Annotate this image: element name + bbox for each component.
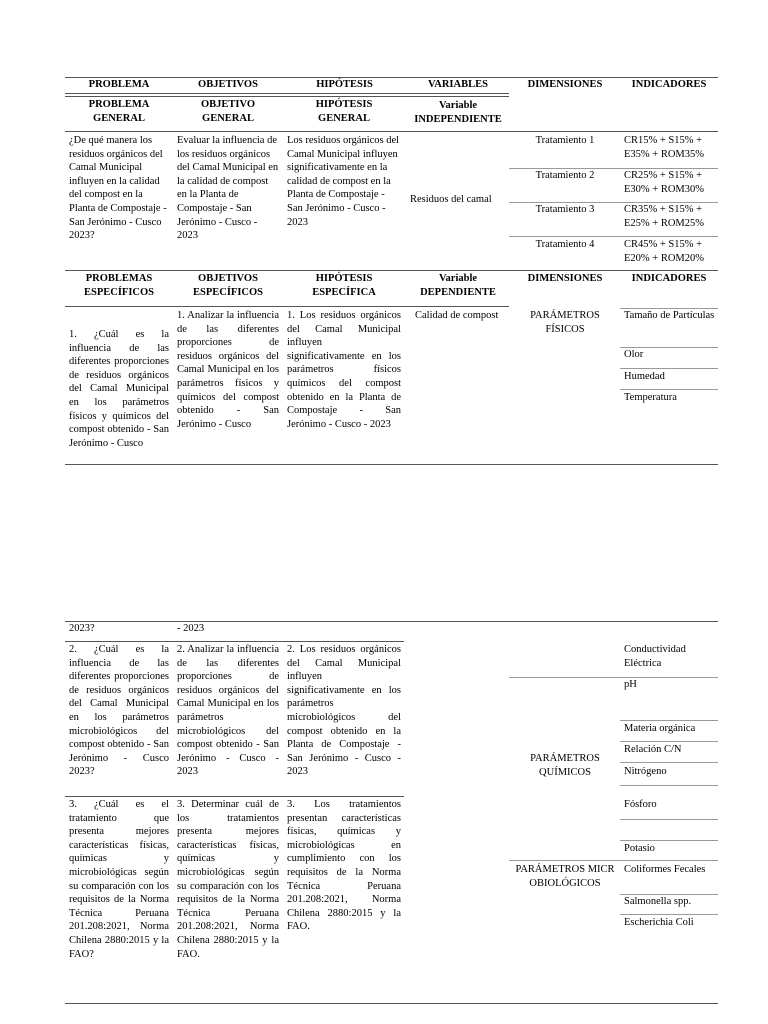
specific-variable-dependiente: Calidad de compost bbox=[415, 310, 499, 321]
indicador-conductividad: Conductividad Eléctrica bbox=[624, 644, 686, 669]
general-problema: ¿De qué manera los residuos orgánicos del Camal Municipal influyen en la calidad del compost en la Planta de Compostaje - San Jerónimo - Cusco 2023? bbox=[69, 135, 167, 242]
indicador-tamano: Tamaño de Partículas bbox=[624, 310, 715, 321]
header-objetivos: OBJETIVOS bbox=[198, 79, 258, 90]
indicador-potasio: Potasio bbox=[624, 843, 655, 854]
specific-header-problemas: PROBLEMAS ESPECÍFICOS bbox=[83, 273, 155, 298]
indicador-olor: Olor bbox=[624, 349, 644, 360]
specific-problema-3: 3. ¿Cuál es el tratamiento que presenta mejores características físicas, químicas y microbiológicas según su comparación con los requisitos de la Norma Técnica Peruana 201.208:2021, Norma Chilena 2880:2015 y la FAO? bbox=[69, 799, 169, 960]
tratamiento-4: Tratamiento 4 bbox=[535, 239, 595, 250]
tratamiento-2-indicator: CR25% + S15% + E30% + ROM30% bbox=[624, 170, 705, 195]
header-variables: VARIABLES bbox=[428, 79, 488, 90]
tratamiento-2: Tratamiento 2 bbox=[535, 170, 595, 181]
specific-problema-2: 2. ¿Cuál es la influencia de las diferentes proporciones de residuos orgánicos del Camal Municipal en los parámetros microbiológicos del compost obtenido - San Jerónimo - Cusco 2023? bbox=[69, 644, 169, 778]
specific-header-hipotesis: HIPÓTESIS ESPECÍFICA bbox=[312, 273, 376, 298]
header-hipotesis: HIPÓTESIS bbox=[316, 79, 373, 90]
specific-hipotesis-2: 2. Los residuos orgánicos del Camal Municipal influyen significativamente en los parámetros microbiológicos del compost obtenido en la Planta de Compostaje - San Jerónimo - Cusco - 2023 bbox=[287, 644, 401, 778]
general-hipotesis: Los residuos orgánicos del Camal Municipal influyen significativamente en la calidad de compost en la Planta de Compostaje - San Jerónimo - Cusco - 2023 bbox=[287, 135, 400, 228]
specific-hipotesis-3: 3. Los tratamientos presentan características físicas, químicas y microbiológicas en cumplimiento con los requisitos de la Norma Técnica Peruana 201.208:2021, Norma Chilena 2880:2015 y la FAO. bbox=[287, 799, 401, 933]
general-header-problema: PROBLEMA GENERAL bbox=[88, 99, 150, 124]
specific-objetivo-1-cont: - 2023 bbox=[177, 623, 205, 634]
dimension-fisicos: PARÁMETROS FÍSICOS bbox=[530, 310, 600, 335]
specific-header-variable: Variable DEPENDIENTE bbox=[420, 273, 496, 298]
specific-header-indicadores: INDICADORES bbox=[631, 273, 707, 284]
general-header-hipotesis: HIPÓTESIS GENERAL bbox=[315, 99, 373, 124]
indicador-salmonella: Salmonella spp. bbox=[624, 896, 692, 907]
specific-objetivo-1: 1. Analizar la influencia de las diferentes proporciones de residuos orgánicos del Camal Municipal en los parámetros físicos y químicos del compost obtenido - San Jerónimo - Cusco bbox=[177, 310, 279, 430]
specific-header-dimensiones: DIMENSIONES bbox=[527, 273, 603, 284]
indicador-materia-organica: Materia orgánica bbox=[624, 723, 696, 734]
dimension-microbiologicos: PARÁMETROS MICROBIOLÓGICOS bbox=[515, 864, 615, 889]
indicador-coliformes: Coliformes Fecales bbox=[624, 864, 706, 875]
specific-objetivo-3: 3. Determinar cuál de los tratamientos presenta mejores características físicas, químicas y microbiológicas según su comparación con los requisitos de la Norma Técnica Peruana 201.208:2021, Norma Chilena 2880:2015 y la FAO. bbox=[177, 799, 279, 960]
tratamiento-3-indicator: CR35% + S15% + E25% + ROM25% bbox=[624, 204, 705, 229]
indicador-humedad: Humedad bbox=[624, 371, 665, 382]
tratamiento-1-indicator: CR15% + S15% + E35% + ROM35% bbox=[624, 135, 705, 160]
indicador-nitrogeno: Nitrógeno bbox=[624, 766, 667, 777]
tratamiento-4-indicator: CR45% + S15% + E20% + ROM20% bbox=[624, 239, 705, 264]
specific-objetivo-2: 2. Analizar la influencia de las diferentes proporciones de residuos orgánicos del Camal Municipal en los parámetros microbiológicos del compost obtenido - San Jerónimo - Cusco - 2023 bbox=[177, 644, 279, 778]
tratamiento-1: Tratamiento 1 bbox=[535, 135, 595, 146]
header-indicadores: INDICADORES bbox=[631, 79, 707, 90]
header-problema: PROBLEMA bbox=[88, 79, 150, 90]
indicador-escherichia: Escherichia Coli bbox=[624, 917, 694, 928]
indicador-ph: pH bbox=[624, 679, 637, 690]
specific-hipotesis-1: 1. Los residuos orgánicos del Camal Municipal influyen significativamente en los parámetros físicos químicos del compost obtenido en la Planta de Compostaje - San Jerónimo - Cusco - 2023 bbox=[287, 310, 401, 430]
specific-problema-1-cont: 2023? bbox=[69, 623, 95, 634]
header-dimensiones: DIMENSIONES bbox=[527, 79, 603, 90]
general-header-objetivo: OBJETIVO GENERAL bbox=[200, 99, 256, 124]
specific-problema-1: 1. ¿Cuál es la influencia de las diferentes proporciones de residuos orgánicos del Camal Municipal en los parámetros físicos y químicos del compost obtenido - San Jerónimo - Cusco bbox=[69, 329, 169, 449]
indicador-relacion-cn: Relación C/N bbox=[624, 744, 682, 755]
tratamiento-3: Tratamiento 3 bbox=[535, 204, 595, 215]
indicador-temperatura: Temperatura bbox=[624, 392, 677, 403]
dimension-quimicos: PARÁMETROS QUÍMICOS bbox=[530, 753, 600, 778]
specific-header-objetivos: OBJETIVOS ESPECÍFICOS bbox=[192, 273, 264, 298]
general-variable: Residuos del camal bbox=[410, 194, 492, 205]
indicador-fosforo: Fósforo bbox=[624, 799, 657, 810]
general-header-variable: Variable INDEPENDIENTE bbox=[414, 100, 502, 125]
general-objetivo: Evaluar la influencia de los residuos orgánicos del Camal Municipal en la calidad de compost en la Planta de Compostaje - San Jerónimo - Cusco - 2023 bbox=[177, 135, 279, 242]
